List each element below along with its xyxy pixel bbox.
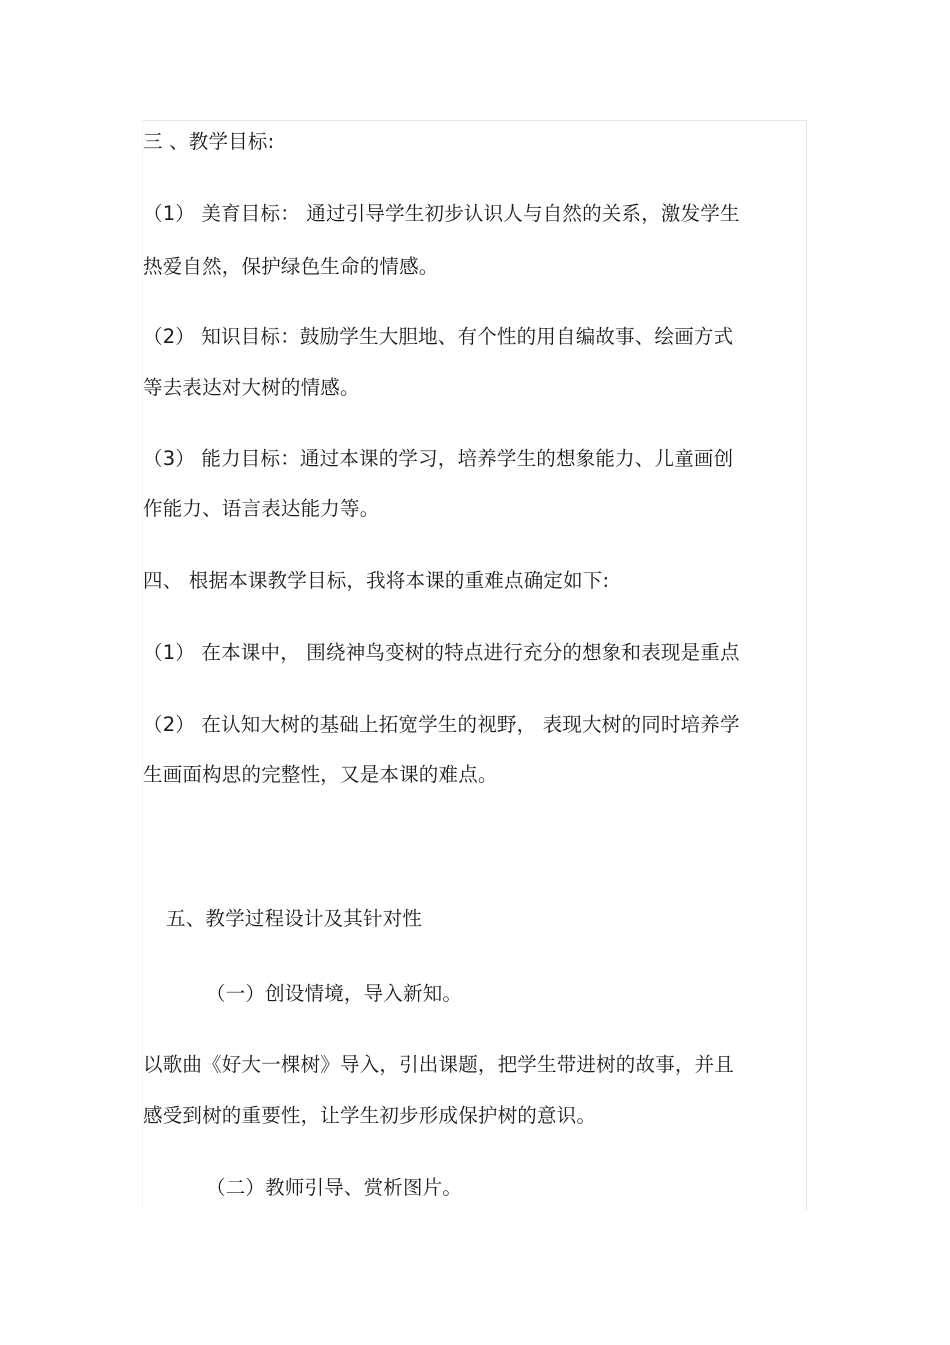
key-point-2-line-1: （2） 在认知大树的基础上拓宽学生的视野， 表现大树的同时培养学: [143, 713, 740, 736]
objective-3-line-2: 作能力、语言表达能力等。: [143, 497, 380, 520]
step-1-text-line-2: 感受到树的重要性，让学生初步形成保护树的意识。: [143, 1104, 597, 1127]
objective-2-line-1: （2） 知识目标：鼓励学生大胆地、有个性的用自编故事、绘画方式: [143, 325, 734, 348]
section-heading-objectives: 三 、教学目标:: [143, 130, 275, 153]
key-point-1: （1） 在本课中， 围绕神鸟变树的特点进行充分的想象和表现是重点: [143, 641, 740, 664]
section-heading-process: 五、教学过程设计及其针对性: [166, 907, 423, 930]
subheading-step-1: （一）创设情境，导入新知。: [206, 982, 463, 1005]
objective-1-line-1: （1） 美育目标： 通过引导学生初步认识人与自然的关系，激发学生: [143, 202, 740, 225]
objective-2-line-2: 等去表达对大树的情感。: [143, 376, 360, 399]
key-point-2-line-2: 生画面构思的完整性，又是本课的难点。: [143, 763, 498, 786]
page-frame: [142, 120, 807, 1210]
subheading-step-2: （二）教师引导、赏析图片。: [206, 1176, 463, 1199]
section-heading-key-points: 四、 根据本课教学目标，我将本课的重难点确定如下:: [143, 569, 610, 592]
objective-1-line-2: 热爱自然，保护绿色生命的情感。: [143, 255, 439, 278]
objective-3-line-1: （3） 能力目标：通过本课的学习，培养学生的想象能力、儿童画创: [143, 447, 734, 470]
step-1-text-line-1: 以歌曲《好大一棵树》导入，引出课题，把学生带进树的故事，并且: [143, 1053, 735, 1076]
